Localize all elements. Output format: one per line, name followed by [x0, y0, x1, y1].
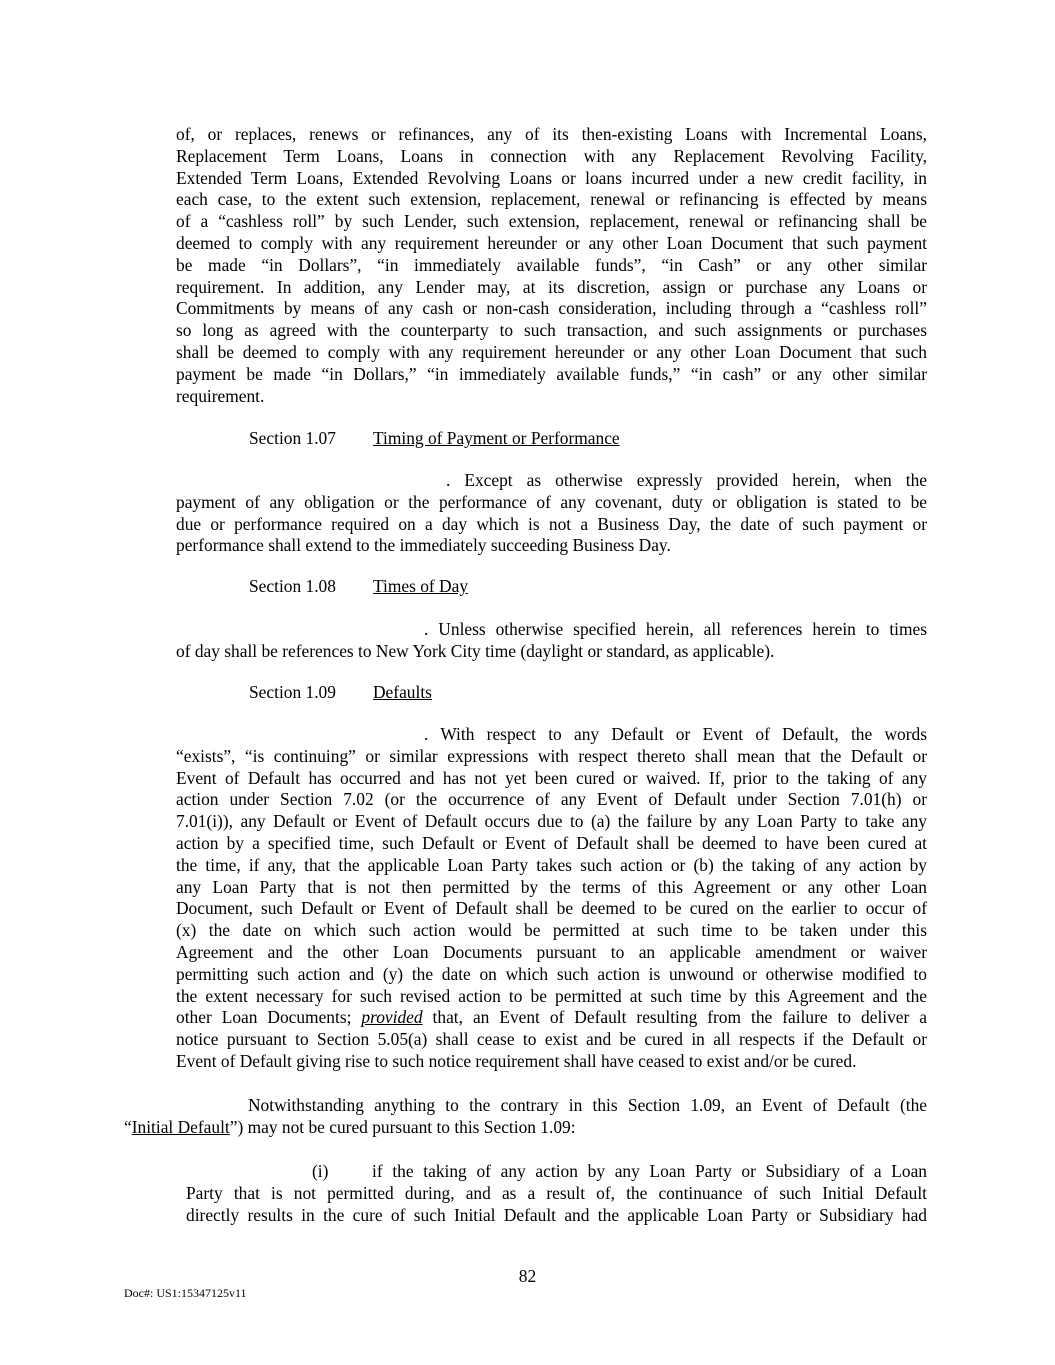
body-line: the time, if any, that the applicable Loan Party takes such action or (b) the taking of any action by — [176, 854, 927, 875]
body-line: “exists”, “is continuing” or similar expressions with respect thereto shall mean that the Default or — [176, 745, 927, 766]
body-line: . With respect to any Default or Event of Default, the words — [424, 724, 927, 744]
paragraph-last-line: requirement. — [176, 385, 265, 406]
provided-term: provided — [361, 1007, 423, 1028]
body-line: due or performance required on a day which is not a Business Day, the date of such payment or — [176, 513, 927, 534]
body-last-line: of day shall be references to New York City time (daylight or standard, as applicable). — [176, 640, 775, 661]
body-line: permitting such action and (y) the date on which such action is unwound or otherwise modified to — [176, 963, 927, 984]
section-body-1-08 — [176, 619, 927, 663]
body-line: directly results in the cure of such Initial Default and the applicable Loan Party or Subsidiary had — [186, 1204, 927, 1225]
body-line: action under Section 7.02 (or the occurrence of any Event of Default under Section 7.01(h) or — [176, 789, 927, 810]
section-heading-1-07 — [249, 427, 620, 449]
document-id: Doc#: US1:15347125v11 — [124, 1286, 247, 1300]
body-line: be made “in Dollars”, “in immediately available funds”, “in Cash” or any other similar — [176, 254, 927, 275]
section-number: Section 1.07 — [249, 428, 336, 448]
body-line: Replacement Term Loans, Loans in connection with any Replacement Revolving Facility, — [176, 145, 927, 166]
body-line: of a “cashless roll” by such Lender, such extension, replacement, renewal or refinancing shall be — [176, 211, 927, 232]
text-run: ”) may not be cured pursuant to this Section 1.09: — [229, 1116, 576, 1137]
body-line: each case, to the extent such extension, replacement, renewal or refinancing is effected by means — [176, 189, 927, 210]
body-line: Party that is not permitted during, and as a result of, the continuance of such Initial Default — [186, 1182, 927, 1203]
section-heading-1-09 — [249, 681, 432, 703]
list-marker: (i) — [312, 1161, 329, 1181]
list-item-i — [186, 1161, 927, 1226]
body-last-line — [124, 1117, 927, 1139]
page-number: 82 — [518, 1266, 537, 1286]
notwithstanding-paragraph — [124, 1095, 927, 1139]
body-line: 7.01(i)), any Default or Event of Default occurs due to (a) the failure by any Loan Party to take any — [176, 811, 927, 832]
body-line: any Loan Party that is not then permitted by the terms of this Agreement or any other Loan — [176, 876, 927, 897]
section-number: Section 1.09 — [249, 682, 336, 702]
body-line: Agreement and the other Loan Documents pursuant to an applicable amendment or waiver — [176, 941, 927, 962]
body-line: Event of Default has occurred and has not yet been cured or waived. If, prior to the taking of any — [176, 767, 927, 788]
body-line: . Except as otherwise expressly provided herein, when the — [446, 470, 927, 490]
section-body-1-07 — [176, 470, 927, 557]
body-line: payment of any obligation or the performance of any covenant, duty or obligation is stated to be — [176, 491, 927, 512]
body-last-line: Event of Default giving rise to such notice requirement shall have ceased to exist and/or be cured. — [176, 1050, 857, 1071]
body-last-line: performance shall extend to the immediately succeeding Business Day. — [176, 535, 671, 556]
body-line: requirement. In addition, any Lender may, at its discretion, assign or purchase any Loans or — [176, 276, 927, 297]
section-title: Defaults — [373, 682, 432, 702]
body-line: shall be deemed to comply with any requirement hereunder or any other Loan Document that such — [176, 341, 927, 362]
section-heading-1-08 — [249, 575, 468, 597]
body-line: deemed to comply with any requirement hereunder or any other Loan Document that such payment — [176, 232, 927, 253]
defined-term: Initial Default — [131, 1116, 230, 1137]
body-line: the extent necessary for such revised action to be permitted at such time by this Agreement and the — [176, 985, 927, 1006]
body-line-provided — [176, 1007, 927, 1029]
paragraph-continuation — [176, 124, 927, 407]
body-line: . Unless otherwise specified herein, all references herein to times — [424, 619, 927, 639]
section-body-1-09 — [176, 724, 927, 1073]
text-run: “ — [124, 1116, 132, 1137]
body-line: Commitments by means of any cash or non-cash consideration, including through a “cashless roll” — [176, 298, 927, 319]
body-line: of, or replaces, renews or refinances, any of its then-existing Loans with Incremental Loans, — [176, 124, 927, 144]
body-line: so long as agreed with the counterparty to such transaction, and such assignments or purchases — [176, 320, 927, 341]
section-number: Section 1.08 — [249, 576, 336, 596]
body-line: Extended Term Loans, Extended Revolving Loans or loans incurred under a new credit facility, in — [176, 167, 927, 188]
body-line: Notwithstanding anything to the contrary in this Section 1.09, an Event of Default (the — [248, 1095, 927, 1115]
body-line: notice pursuant to Section 5.05(a) shall cease to exist and be cured in all respects if the Default or — [176, 1029, 927, 1050]
list-item-first-line — [186, 1161, 927, 1183]
body-line: payment be made “in Dollars,” “in immediately available funds,” “in cash” or any other similar — [176, 363, 927, 384]
body-line: if the taking of any action by any Loan Party or Subsidiary of a Loan — [372, 1161, 927, 1181]
body-line: Document, such Default or Event of Default shall be deemed to be cured on the earlier to occur of — [176, 898, 927, 919]
text-run: other Loan Documents; — [176, 1007, 362, 1028]
body-line: action by a specified time, such Default or Event of Default shall be deemed to have been cured at — [176, 832, 927, 853]
text-run: that, an Event of Default resulting from the failure to deliver a — [422, 1007, 927, 1028]
section-title: Times of Day — [373, 576, 469, 596]
body-line: (x) the date on which such action would be permitted at such time to be taken under this — [176, 920, 927, 941]
section-title: Timing of Payment or Performance — [373, 428, 620, 448]
